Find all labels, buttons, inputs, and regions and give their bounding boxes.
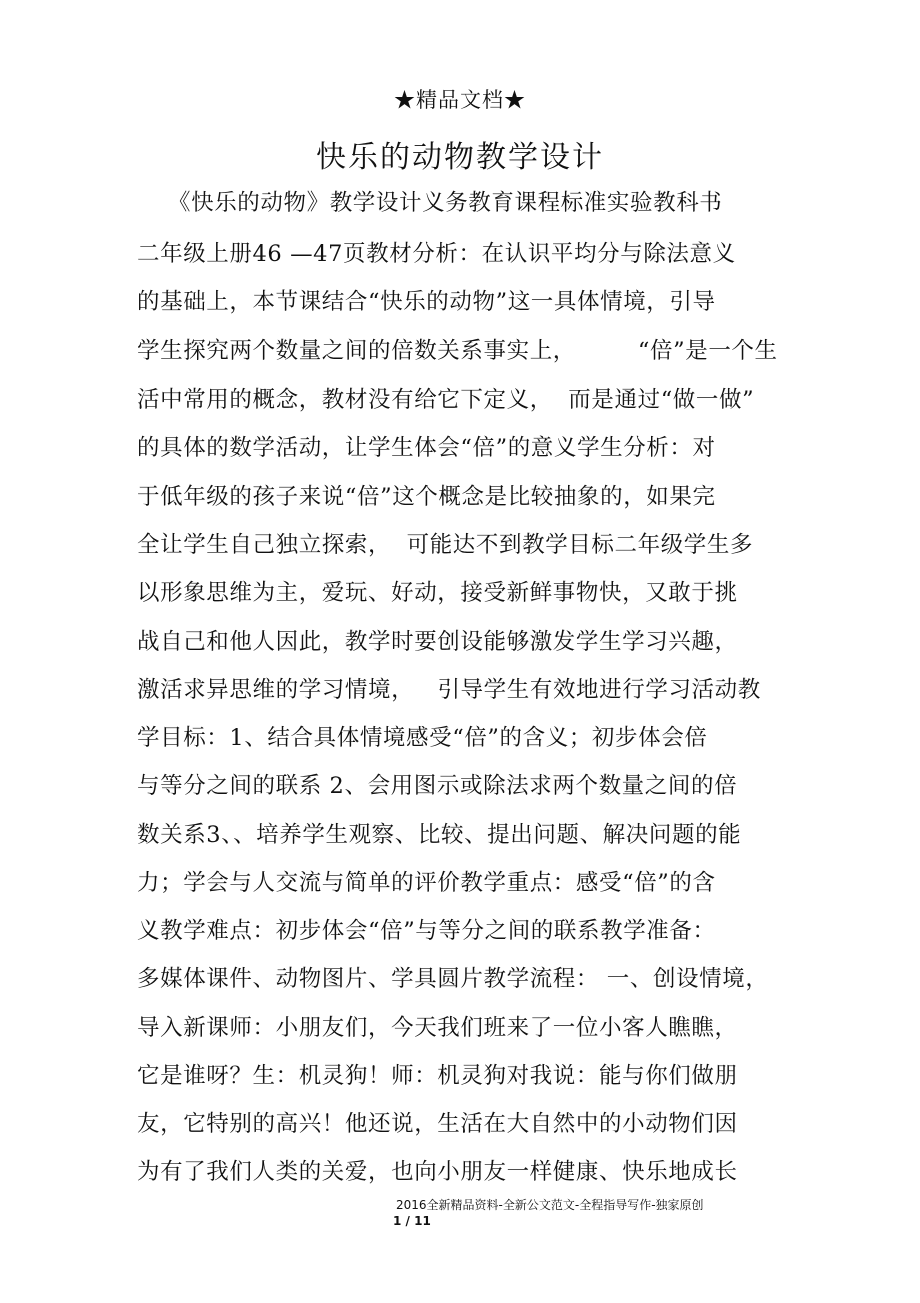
footer-note: 2016全新精品资料-全新公文范文-全程指导写作-独家原创 [396,1198,704,1212]
document-title: 快乐的动物教学设计 [316,140,604,175]
body-line: 全让学生自己独立探索， 可能达不到教学目标二年级学生多 [137,532,754,558]
body-line: 的基础上，本节课结合“快乐的动物”这一具体情境，引导 [137,289,716,315]
body-line: 它是谁呀？生：机灵狗！师：机灵狗对我说：能与你们做朋 [137,1063,738,1089]
body-line: 二年级上册46 —47页教材分析：在认识平均分与除法意义 [137,241,736,267]
body-line: 数关系3、、培养学生观察、比较、提出问题、解决问题的能 [137,822,742,848]
body-line: 与等分之间的联系 2、会用图示或除法求两个数量之间的倍 [137,773,738,799]
body-line: 为有了我们人类的关爱，也向小朋友一样健康、快乐地成长 [137,1159,738,1185]
body-line: 战自己和他人因此，教学时要创设能够激发学生学习兴趣， [137,629,738,655]
body-line: 义教学难点：初步体会“倍”与等分之间的联系教学准备： [137,918,716,944]
body-line: 学目标：1、结合具体情境感受“倍”的含义；初步体会倍 [137,725,708,751]
page-number: 1 / 11 [393,1214,431,1228]
body-line: 《快乐的动物》教学设计义务教育课程标准实验教科书 [137,190,723,216]
body-line: 激活求异思维的学习情境， 引导学生有效地进行学习活动教 [137,677,761,703]
body-line: 活中常用的概念，教材没有给它下定义， 而是通过“做一做” [137,387,755,413]
body-line: 多媒体课件、动物图片、学具圆片教学流程： 一、创设情境， [137,966,769,992]
body-line: 导入新课师：小朋友们，今天我们班来了一位小客人瞧瞧， [137,1015,738,1041]
body-line: 友，它特别的高兴！他还说，生活在大自然中的小动物们因 [137,1111,738,1137]
body-line: 学生探究两个数量之间的倍数关系事实上， “倍”是一个生 [137,338,778,364]
body-line: 的具体的数学活动，让学生体会“倍”的意义学生分析：对 [137,435,716,461]
header-mark: ★精品文档★ [394,88,526,112]
body-line: 力；学会与人交流与简单的评价教学重点：感受“倍”的含 [137,870,716,896]
body-line: 于低年级的孩子来说“倍”这个概念是比较抽象的，如果完 [137,484,716,510]
body-line: 以形象思维为主，爱玩、好动，接受新鲜事物快，又敢于挑 [137,580,738,606]
